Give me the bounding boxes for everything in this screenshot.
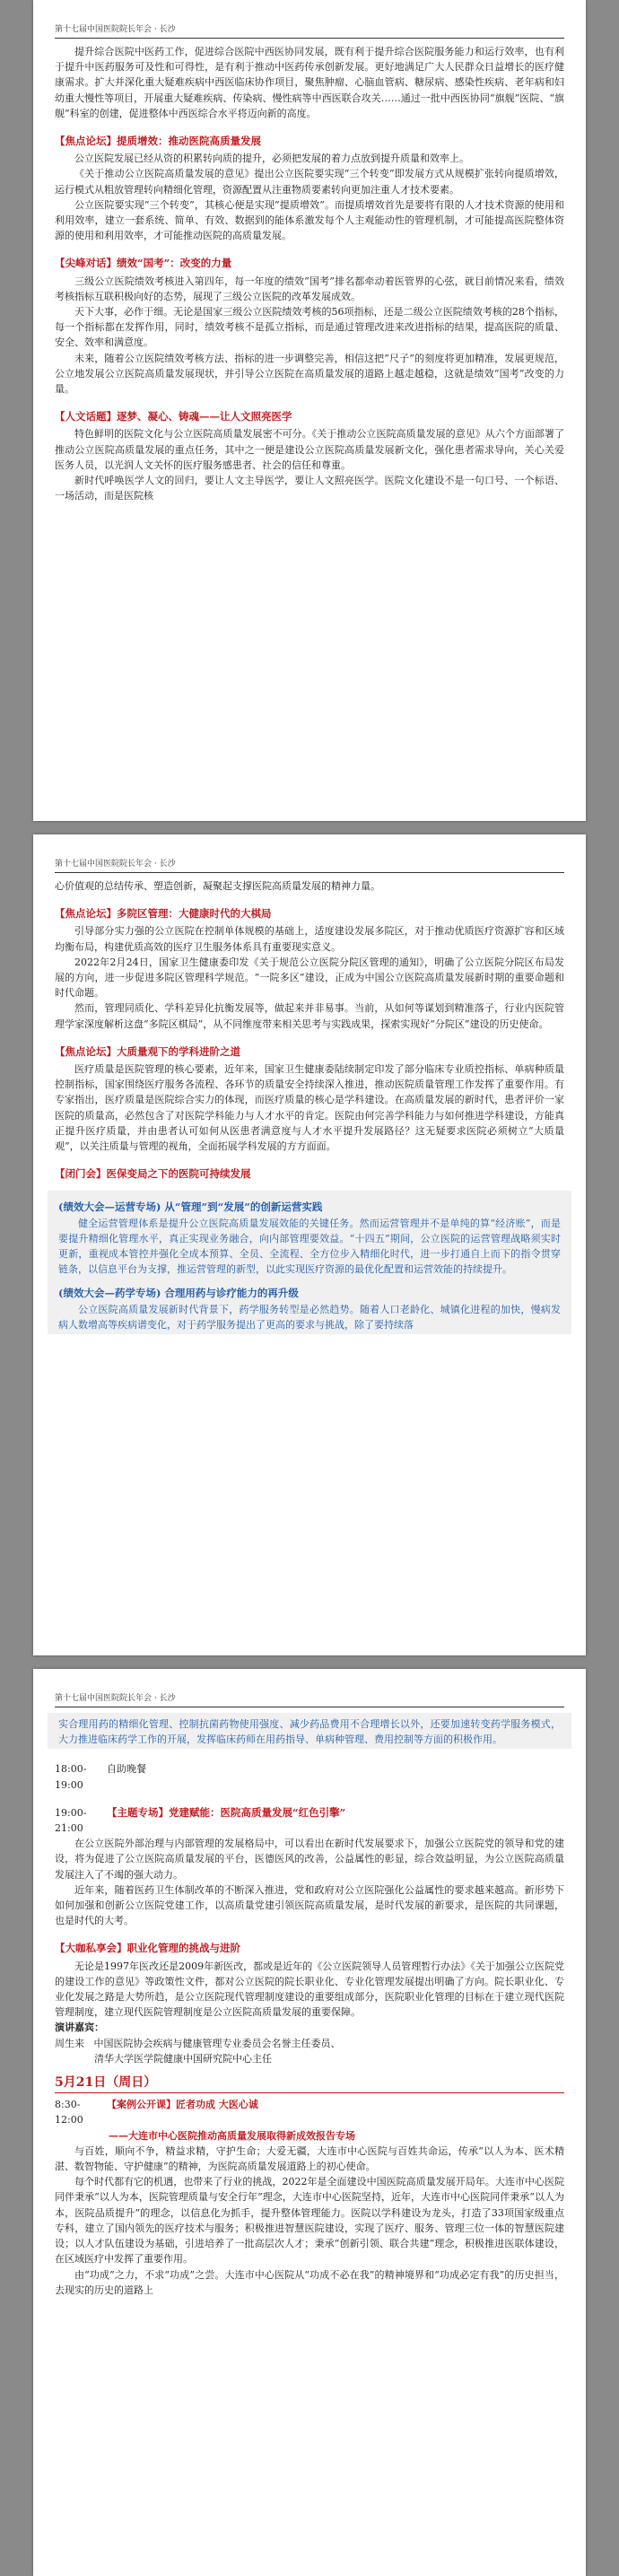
section-heading: 【闭门会】医保变局之下的医院可持续发展 — [55, 1167, 251, 1181]
document-page-2 — [33, 834, 586, 1655]
section-heading: 【焦点论坛】多院区管理：大健康时代的大棋局 — [55, 907, 272, 921]
paragraph: 公立医院要实现“三个转变”，其核心便是实现“提质增效”。而提质增效首先是要将有限的人才技术资源的使用和利用效率，建立一套系统、简单、有效、数据到的能体系激发每个人主观能动性的管理机制，才可能提高医院整体资源的使用和利用效率，才可能推动医院的高质量发展。 — [55, 198, 564, 242]
session-paragraph: 公立医院高质量发展新时代背景下，药学服务转型是必然趋势。随着人口老龄化、城镇化进程的加快，慢病发病人数增高等疾病谱变化，对于药学服务提出了更高的要求与挑战，除了要持续落 — [58, 1303, 561, 1331]
section-subtitle: ——大连市中心医院推动高质量发展取得新成效报告专场 — [109, 2129, 355, 2142]
paragraph: 每个时代都有它的机遇，也带来了行业的挑战，2022年是全面建设中国医院高质量发展开局年。大连市中心医院同伴秉承“以人为本，医院管理质量与安全行年”理念，大连市中心医院坚持，近年，大连市中心医院同伴秉承“以人为本，医院品质提升”的理念，以信息化为抓手，提升整体管理能力。医院以学科建设为龙头，打造了33项国家级重点专科，建立了国内领先的医疗技术与服务；积极推进智慧医院建设，实现了医疗、服务、管理三位一体的智慧医院建设；以人才队伍建设为基础，引进培养了一批高层次人才；秉承“创新引领、联合共建”理念，积极推进医联体建设，在区域医疗中发挥了重要作用。 — [55, 2176, 564, 2266]
schedule-time: 18:00-19:00 — [55, 1763, 87, 1791]
paragraph: 近年来，随着医药卫生体制改革的不断深入推进，党和政府对公立医院强化公益属性的要求越来越高。新形势下如何加强和创新公立医院党建工作，以高质量党建引领医院高质量发展，是时代发展的新要求，是医院的共同课题，也是时代的大考。 — [55, 1883, 564, 1927]
schedule-row — [55, 2097, 564, 2127]
paragraph: 特色鲜明的医院文化与公立医院高质量发展密不可分。《关于推动公立医院高质量发展的意见》从六个方面部署了推动公立医院高质量发展的重点任务，其中之一便是建设公立医院高质量发展新文化，强化患者需求导向，关心关爱医务人员，以光润人文关怀的医疗服务感患者、社会的信任和尊重。 — [55, 428, 564, 471]
speaker-row — [55, 2036, 564, 2051]
paragraph: 心价值观的总结传承、塑造创新，凝聚起支撑医院高质量发展的精神力量。 — [55, 880, 380, 892]
page-2-content — [55, 878, 564, 1334]
speaker-role: 中国医院协会疾病与健康管理专业委员会名誉主任委员、 — [93, 2037, 341, 2049]
paragraph: 未来，随着公立医院绩效考核方法、指标的进一步调整完善，相信这把“尺子”的刻度将更加精准，发展更规范，公立地发展公立医院高质量发展现状，并引导公立医院在高质量发展的道路上越走越稳，这就是绩效“国考”改变的力量。 — [55, 352, 564, 396]
document-page-3 — [33, 1669, 586, 2576]
schedule-row — [55, 1805, 564, 1836]
section-heading: 【主题专场】党建赋能：医院高质量发展“红色引擎” — [107, 1805, 346, 1819]
paragraph: 由“功成”之力，不求“功成”之尝。大连市中心医院从“功成不必在我”的精神境界和“功成必定有我”的历史担当，去现实的历史的道路上 — [55, 2268, 564, 2296]
running-header: 第十七届中国医院院长年会 · 长沙 — [55, 0, 564, 39]
paragraph: 医疗质量是医院管理的核心要素，近年来，国家卫生健康委陆续制定印发了部分临床专业质控指标、单病种质量控制指标，国家围绕医疗服务各流程、各环节的质量安全持续深入推进，推动医院质量管理工作发挥了重要作用。有专家指出，医疗质量是医院综合实力的体现，而医疗质量的核心是学科建设。在高质量发展的新时代，患者评价一家医院的质量高，必然包含了对医院学科能力与人才水平的肯定。医院由何完善学科能力与如何推进学科建设，方能真正提升医疗质量，并由患者认可如何从医患者满意度与人才水平提升发展路径？这无疑要求医院必须树立“大质量观”，以关注质量与管理的视角，全面拓展学科发展的方方面面。 — [55, 1063, 564, 1153]
running-header: 第十七届中国医院院长年会 · 长沙 — [55, 834, 564, 873]
session-title: (绩效大会—运营专场) 从“管理”到“发展”的创新运营实践 — [58, 1201, 323, 1214]
running-header: 第十七届中国医院院长年会 · 长沙 — [55, 1669, 564, 1707]
section-heading: 【案例公开课】匠者功成 大医心诚 — [107, 2099, 258, 2111]
section-heading: 【大咖私享会】职业化管理的挑战与进阶 — [55, 1942, 240, 1955]
schedule-item: 自助晚餐 — [107, 1763, 146, 1776]
section-heading: 【尖峰对话】绩效“国考”：改变的力量 — [55, 257, 232, 270]
page-1-content — [55, 44, 564, 503]
session-paragraph: 实合理用药的精细化管理、控制抗菌药物使用强度、减少药品费用不合理增长以外，还要加速转变药学服务模式，大力推进临床药学工作的开展，发挥临床药师在用药指导、单病种管理、费用控制等方面的积极作用。 — [58, 1718, 561, 1746]
paragraph: 与百姓，顺向不争，精益求精，守护生命；大爱无疆，大连市中心医院与百姓共命运，传承“以人为本、医术精湛、数智物能、守护健康”的精神，为医院高质量发展道路上的初心使命。 — [55, 2144, 564, 2173]
speaker-role-line: 清华大学医学院健康中国研究院中心主任 — [94, 2052, 272, 2065]
paragraph: 引导部分实力强的公立医院在控制单体规模的基础上，适度建设发展多院区，对于推动优质医疗资源扩容和区域均衡布局，构建优质高效的医疗卫生服务体系具有重要现实意义。 — [55, 925, 564, 953]
section-heading: 【焦点论坛】大质量观下的学科进阶之道 — [55, 1044, 240, 1058]
speaker-name: 周生来 — [55, 2037, 84, 2049]
schedule-time: 8:30-12:00 — [55, 2099, 83, 2126]
schedule-row — [55, 1761, 564, 1792]
document-page-1 — [33, 0, 586, 821]
section-heading: 【焦点论坛】提质增效：推动医院高质量发展 — [55, 135, 261, 148]
paragraph: 新时代呼唤医学人文的回归，要让人文主导医学，要让人文照亮医学。医院文化建设不是一句口号、一个标语、一场活动，而是医院核 — [55, 475, 564, 502]
session-box — [48, 1713, 571, 1749]
day-heading: 5月21日（周日） — [55, 2075, 564, 2093]
section-heading: 【人文话题】逐梦、凝心、铸魂——让人文照亮医学 — [55, 410, 292, 424]
paragraph: 天下大事，必作于细。无论是国家三级公立医院绩效考核的56项指标，还是二级公立医院绩效考核的28个指标，每一个指标都在发挥作用，同时，绩效考核不是孤立指标，而是通过管理改进来改进指标的结果，提高医院的质量、安全、效率和满意度。 — [55, 306, 564, 349]
session-paragraph: 健全运营管理体系是提升公立医院高质量发展效能的关键任务。然而运营管理并不是单纯的算“经济账”，而是要提升精细化管理水平，真正实现业务融合，向内部管理要效益。“十四五”期间，公立医院的运营管理战略须实时更新，重视成本管控并强化全成本预算、全员、全流程、全方位步入精细化时代，进一步打通自上而下的指令贯穿链条，以信息平台为支撑，推运营管理的新型，以此实现医疗资源的最优化配置和运营效能的持续提升。 — [58, 1217, 561, 1276]
paragraph: 公立医院发展已经从资的积累转向质的提升，必须把发展的着力点放到提升质量和效率上。 — [74, 153, 469, 165]
speaker-label: 演讲嘉宾： — [55, 2022, 104, 2034]
paragraph: 《关于推动公立医院高质量发展的意见》提出公立医院要实现“三个转变”即发展方式从规模扩张转向提质增效，运行模式从粗放管理转向精细化管理，资源配置从注重物质要素转向更加注重人才技术要素。 — [55, 168, 564, 196]
session-title: (绩效大会—药学专场) 合理用药与诊疗能力的再升级 — [58, 1287, 299, 1300]
page-3-content — [55, 1713, 564, 2298]
paragraph: 三级公立医院绩效考核进入第四年，每一年度的绩效“国考”排名都牵动着医管界的心弦，就目前情况来看，绩效考核指标互联积极向好的态势，展现了三级公立医院的改革发展成效。 — [55, 275, 564, 302]
intro-paragraph: 提升综合医院中医药工作，促进综合医院中西医协同发展，既有利于提升综合医院服务能力和运行效率，也有利于提升中医药服务可及性和可得性，是有利于推动中医药传承创新发展。更好地满足广大人民群众日益增长的医疗健康需求。扩大并深化重大疑难疾病中西医临床协作项目，聚焦肿瘤、心脑血管病、糖尿病、感染性疾病、老年病和妇幼重大慢性等项目，开展重大疑难疾病、传染病、慢性病等中西医联合攻关……通过一批中西医协同“旗舰”医院、“旗舰”科室的创建，促进整体中西医综合水平将迈向新的高度。 — [55, 46, 564, 119]
session-box — [48, 1191, 571, 1334]
paragraph: 然而，管理同质化、学科差异化抗衡发展等，做起来并非易事。当前，从如何等谋划到精准落子，行业内医院管理学家深度解析这盘“多院区棋局”，从不同维度带来相关思考与实践成果，探索实现好“分院区”建设的历史使命。 — [55, 1002, 564, 1030]
schedule-time: 19:00-21:00 — [55, 1806, 87, 1835]
paragraph: 无论是1997年医改还是2009年新医改，都或是近年的《公立医院领导人员管理暂行办法》《关于加强公立医院党的建设工作的意见》等政策性文件，都对公立医院的院长职业化、专业化管理发展提出明确了方向。院长职业化、专业化发展之路是大势所趋，是公立医院现代管理制度建设的重要组成部分，医院职业化管理的目标在于建立现代医院管理制度，建立现代医院管理制度是公立医院高质量发展的重要保障。 — [55, 1960, 564, 2019]
paragraph: 2022年2月24日，国家卫生健康委印发《关于规范公立医院分院区管理的通知》，明确了公立医院分院区布局发展的方向，进一步促进多院区管理科学规范。“一院多区”建设，正成为中国公立医院高质量发展新时期的重要命题和时代命题。 — [55, 956, 564, 1000]
paragraph: 在公立医院外部治理与内部管理的发展格局中，可以看出在新时代发展要求下，加强公立医院党的领导和党的建设，将为促进了公立医院高质量发展的平台，医德医风的改善，公益属性的彰显，综合效益明显，为公立医院高质量发展注入了不竭的强大动力。 — [55, 1838, 564, 1881]
